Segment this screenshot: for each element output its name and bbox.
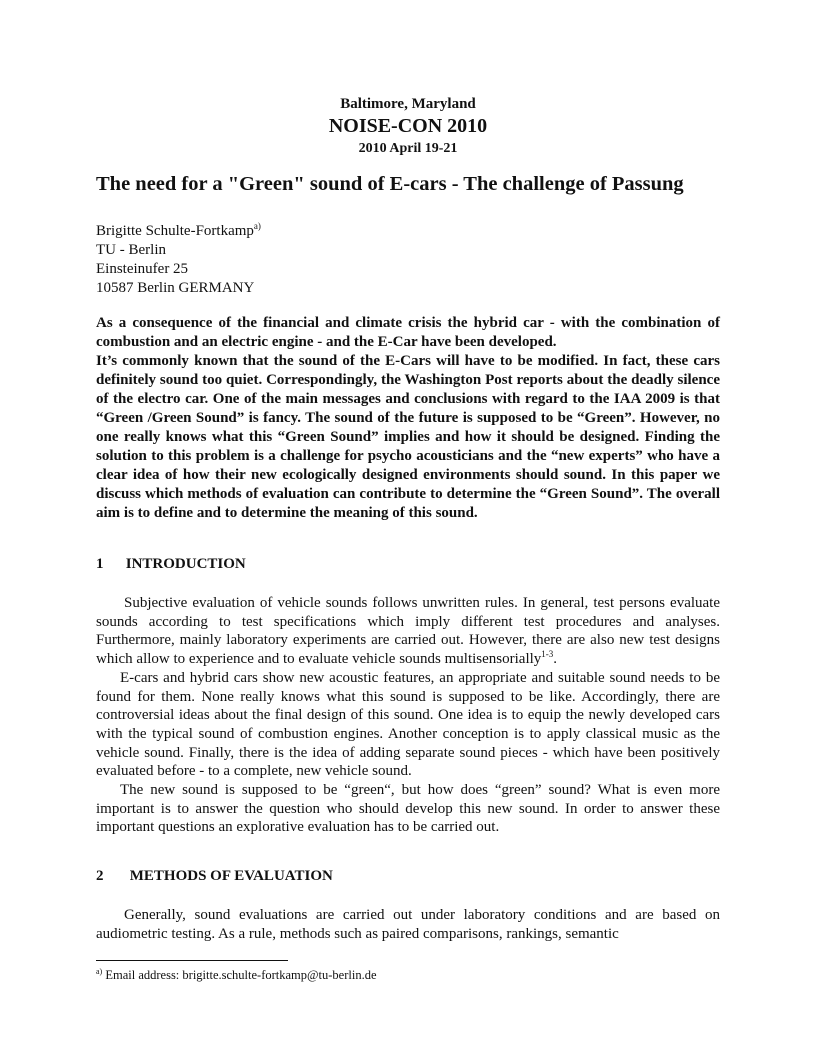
abstract-paragraph: It’s commonly known that the sound of the E-Cars will have to be modified. In fact, these cars definitely sound too quiet. Correspondingly, the Washington Post reports about the deadly silence of the electro car. One of the main messages and conclusions with regard to the IAA 2009 is that “Green /Green Sound” is fancy. The sound of the future is supposed to be “Green”. However, no one really knows what this “Green Sound” implies and how it should be designed. Finding the solution to this problem is a challenge for psycho acousticians and the “new experts” who have a clear idea of how their new ecologically designed environments should sound. In this paper we discuss which methods of evaluation can contribute to determine the “Green Sound”. The overall aim is to define and to determine the meaning of this sound.	[96, 353, 720, 521]
section-title: INTRODUCTION	[125, 556, 246, 572]
paper-title: The need for a "Green" sound of E-cars - The challenge of Passung	[96, 173, 684, 195]
author-name: Brigitte Schulte-Fortkamp$^{a)}$	[96, 221, 261, 239]
citation-ref: 1-3	[541, 649, 554, 660]
section-title: METHODS OF EVALUATION	[129, 868, 333, 884]
body-paragraph: The new sound is supposed to be “green“, but how does “green” sound? What is even more important is to answer the question who should develop this new sound. In order to answer these important questions an explorative evaluation has to be carried out.	[96, 782, 720, 836]
conference-name: NOISE-CON 2010	[328, 115, 488, 137]
abstract	[96, 314, 720, 523]
author-street: Einsteinufer 25	[96, 261, 189, 277]
conference-date: 2010 April 19-21	[358, 141, 458, 156]
section-heading-introduction	[96, 556, 246, 573]
author-affiliation: TU - Berlin	[96, 242, 166, 258]
section-number: 2	[96, 868, 104, 884]
section-number: 1	[96, 556, 104, 572]
footnote-text: Email address: brigitte.schulte-fortkamp@tu-berlin.de	[105, 968, 377, 982]
footnote-rule	[96, 960, 288, 961]
section-heading-methods	[96, 868, 333, 885]
footnote-mark: a)	[96, 967, 103, 976]
author-block	[96, 222, 261, 298]
author-city: 10587 Berlin GERMANY	[96, 280, 255, 296]
footnote	[96, 968, 377, 983]
author-footnote-mark: a)	[253, 221, 261, 231]
methods-body	[96, 906, 720, 943]
conference-location: Baltimore, Maryland	[340, 96, 476, 112]
body-paragraph: Subjective evaluation of vehicle sounds follows unwritten rules. In general, test persons evaluate sounds according to test specifications which imply different test procedures and analyses. Furthermore, mainly laboratory experiments are carried out. However, there are also new test designs which allow to experience and to evaluate vehicle sounds multisensorially$^{1-3}$.	[96, 595, 720, 668]
abstract-paragraph: As a consequence of the financial and climate crisis the hybrid car - with the combination of combustion and an electric engine - and the E-Car have been developed.	[96, 315, 720, 350]
body-paragraph: Generally, sound evaluations are carried out under laboratory conditions and are based on audiometric testing. As a rule, methods such as paired comparisons, rankings, semantic	[96, 907, 720, 942]
body-paragraph: E-cars and hybrid cars show new acoustic features, an appropriate and suitable sound needs to be found for them. None really knows what this sound is supposed to be like. Accordingly, there are controversial ideas about the final design of this sound. One idea is to equip the newly developed cars with the typical sound of combustion engines. Another conception is to apply classical music as the vehicle sound. Finally, there is the idea of adding separate sound pieces - which have been positively evaluated before - to a complete, new vehicle sound.	[96, 669, 720, 780]
introduction-body	[96, 594, 720, 837]
